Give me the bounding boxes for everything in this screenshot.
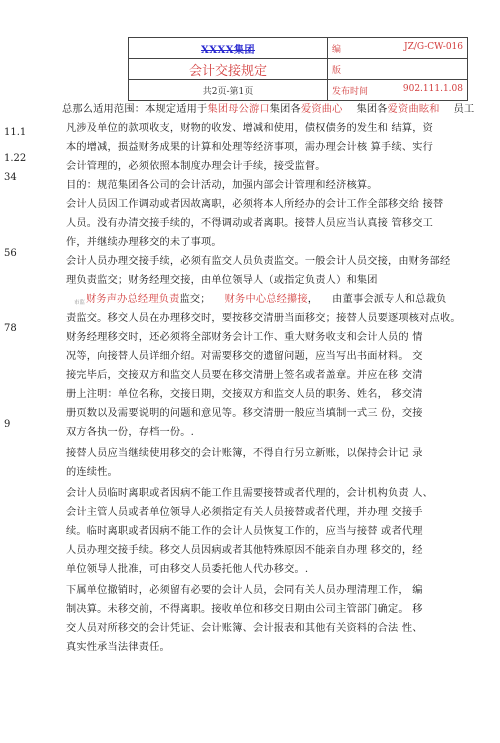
date-cell: [328, 80, 468, 101]
document-header-table: [128, 37, 468, 101]
body-line: 财务经理移交时，还必须将全部财务会计工作、重大财务收支和会计人员的 情: [66, 332, 423, 343]
text-span: 由董事会派专人和总裁负: [332, 294, 447, 305]
text-span: 员工: [453, 104, 475, 115]
body-line: 交人员对所移交的会计凭证、会计账簿、会计报表和其他有关资料的合法 性、: [66, 623, 423, 634]
body-line: [62, 103, 475, 117]
body-line: 的连续性。: [66, 467, 118, 478]
body-line: 接完毕后，交接双方和监交人员要在移交清册上签名或者盖章。并应在移 交清: [66, 370, 423, 381]
body-line: 会计管理的，必须依照本制度办理会计手续，接受监督。: [66, 161, 326, 172]
page-info: 共2页-第1页: [129, 80, 328, 101]
body-line: 单位领导人批准，可由移交人员委托他人代办移交。.: [66, 564, 309, 575]
text-span: 爱资曲眩和: [387, 104, 440, 115]
body-line: 会计人员办理交接手续，必须有监交人员负责监交。一般会计人员交接，由财务部经: [66, 256, 451, 267]
version-cell: [328, 59, 468, 80]
margin-number: 34: [4, 172, 17, 183]
text-span: 爱资曲心: [300, 104, 343, 115]
body-line: 双方各执一份，存档一份。.: [66, 427, 195, 438]
company-name: XXXX集团: [129, 38, 328, 59]
date-label: 发布时间: [332, 86, 369, 97]
body-line: 接替人员应当继续使用移交的会计账簿，不得自行另立新账，以保持会计记 录: [66, 448, 423, 459]
document-code: JZ/G-CW-016: [404, 41, 463, 52]
code-label: 编: [332, 44, 342, 55]
body-line: 作，并继续办理移交的未了事项。: [66, 237, 222, 248]
margin-number: 78: [4, 323, 17, 334]
text-span: 总那么适用范围：本规定适用于: [62, 104, 208, 115]
margin-number: 1.22: [4, 153, 27, 164]
side-note: 市监: [74, 300, 86, 306]
body-line: 会计人员因工作调动或者因故离职，必须将本人所经办的会计工作全部移交给 接替: [66, 199, 444, 210]
body-line: 凡涉及单位的款项收支，财物的收发、增减和使用，债权债务的发生和 结算，资: [66, 123, 433, 134]
body-line: 本的增减，损益财务成果的计算和处理等经济事项，需办理会计核 算手续、实行: [66, 142, 433, 153]
margin-number: 56: [4, 248, 17, 259]
body-line: 下属单位撤销时，必须留有必要的会计人员，会同有关人员办理清理工作， 编: [66, 585, 423, 596]
text-span: 财务中心总经攥接: [224, 294, 308, 305]
text-span: 监交；: [179, 294, 211, 305]
body-line: 册上注明：单位名称，交接日期，交接双方和监交人员的职务、姓名， 移交清: [66, 389, 423, 400]
code-cell: [328, 38, 468, 59]
margin-number: 11.1: [4, 127, 27, 138]
body-line: 续。临时离职或者因病不能工作的会计人员恢复工作的，应当与接替 或者代理: [66, 526, 423, 537]
document-title: 会计交接规定: [129, 59, 328, 80]
margin-number: 9: [4, 419, 11, 430]
body-line: 会计人员临时离职或者因病不能工作且需要接替或者代理的，会计机构负责 人、: [66, 488, 433, 499]
date-value: 902.111.1.08: [402, 83, 463, 94]
text-span: 集团母公游口: [207, 104, 270, 115]
text-span: ，: [307, 294, 319, 305]
body-line: 况等，向接替人员详细介绍。对需要移交的遗留问题，应当写出书面材料。 交: [66, 351, 423, 362]
body-line: 目的：规范集团各公司的会计活动，加强内部会计管理和经济核算。: [66, 180, 378, 191]
body-line: [86, 293, 472, 307]
version-label: 版: [332, 65, 342, 76]
body-line: 真实性承当法律责任。: [66, 642, 170, 653]
body-line: 人员办理交接手续。移交人员因病或者其他特殊原因不能亲自办理 移交的，经: [66, 545, 423, 556]
body-line: 理负责监交；财务经理交接，由单位领导人（或指定负责人）和集团: [66, 275, 378, 286]
text-span: 财务声办总经理负责: [86, 294, 180, 305]
body-line: 册页数以及需要说明的问题和意见等。移交清册一般应当填制一式三 份，交接: [66, 408, 423, 419]
text-span: 集团各: [269, 104, 301, 115]
body-line: 会计主管人员或者单位领导人必须指定有关人员接替或者代理，并办理 交接手: [66, 507, 423, 518]
body-line: 制决算。未移交前，不得离职。接收单位和移交日期由公司主管部门确定。 移: [66, 604, 423, 615]
text-span: 集团各: [356, 104, 388, 115]
body-line: 责监交。移交人员在办理移交时，要按移交清册当面移交；接替人员要逐项核对点收。: [66, 313, 461, 324]
body-line: 人员。没有办清交接手续的，不得调动或者离职。接替人员应当认真接 管移交工: [66, 218, 433, 229]
